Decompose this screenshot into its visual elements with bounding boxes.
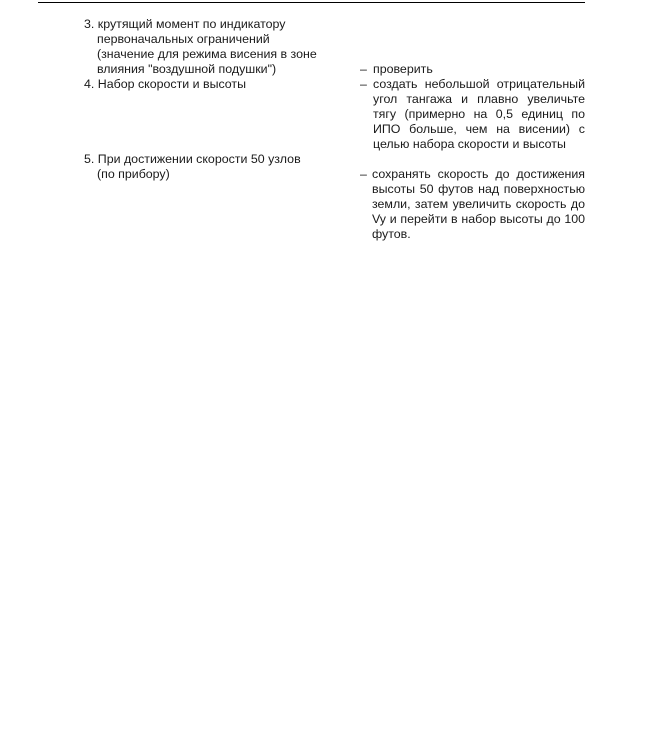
step-5-number: 5.	[84, 152, 95, 166]
step-3-number: 3.	[84, 17, 95, 31]
running-header	[470, 0, 590, 1]
step-3-line-4: влияния "воздушной подушки")	[97, 61, 277, 76]
step-3-action	[360, 62, 585, 77]
step-4-number: 4.	[84, 77, 95, 91]
step-4-action-text: создать небольшой отрицательный угол тангажа и плавно увеличьте тягу (примерно на 0,5 единиц по ИПО больше, чем на висении) с целью набора скорости и высоты	[373, 77, 585, 151]
header-rule	[38, 2, 585, 3]
step-4-text-1: Набор скорости и высоты	[97, 77, 247, 91]
step-5-action-dash: –	[360, 167, 367, 181]
step-4-action-dash: –	[360, 77, 367, 91]
step-5-line-2: (по прибору)	[97, 166, 170, 181]
running-header-text	[482, 0, 590, 1]
step-3-action-text: проверить	[373, 62, 433, 76]
step-5-text-1: При достижении скорости 50 узлов	[97, 152, 301, 166]
step-3-text-1: крутящий момент по индикатору	[97, 17, 286, 31]
step-3-line-1	[84, 17, 334, 32]
step-4-action	[360, 77, 585, 152]
step-5-action	[360, 167, 585, 242]
step-3-line-2: первоначальных ограничений	[97, 31, 270, 46]
step-3-action-dash: –	[360, 62, 367, 76]
step-4	[84, 77, 334, 92]
step-5-action-text: сохранять скорость до достижения высоты 50 футов над поверхностью земли, затем увеличить скорость до Vy и перейти в набор высоты до 100 футов.	[372, 167, 585, 241]
step-3-line-3: (значение для режима висения в зоне	[97, 46, 317, 61]
step-5	[84, 152, 334, 182]
step-5-line-1	[84, 152, 334, 167]
step-4-line-1	[84, 77, 334, 92]
step-3	[84, 17, 334, 77]
